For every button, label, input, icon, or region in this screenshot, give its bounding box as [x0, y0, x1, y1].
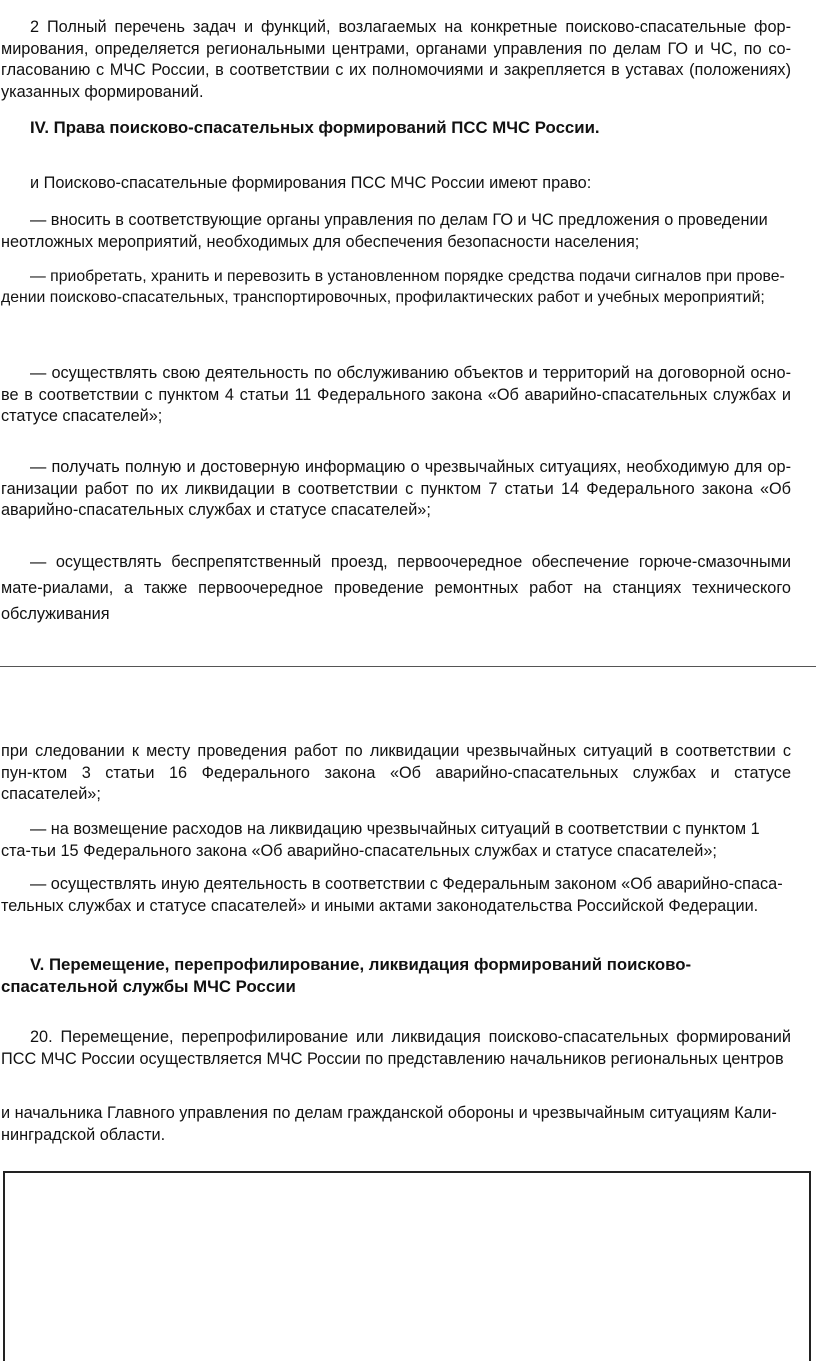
- empty-frame: [3, 1171, 811, 1361]
- page-break-divider: [0, 666, 816, 667]
- paragraph-20-continuation: и начальника Главного управления по делам гражданской обороны и чрезвычайным ситуациям Кали-нинградской области.: [1, 1104, 777, 1144]
- right-item-3: — осуществлять свою деятельность по обслуживанию объектов и территорий на договорной осно-ве в соответствии с пунктом 4 статьи 11 Федерального закона «Об аварийно-спасательных службах и статусе спасателей»;: [1, 364, 791, 425]
- right-item-6: — на возмещение расходов на ликвидацию чрезвычайных ситуаций в соответствии с пунктом 1 ста-тьи 15 Федерального закона «Об аварийно-спасательных службах и статусе спасателей»;: [1, 820, 760, 860]
- right-item-1: — вносить в соответствующие органы управления по делам ГО и ЧС предложения о проведении неотложных мероприятий, необходимых для обеспечения безопасности населения;: [1, 211, 768, 251]
- right-item-5: — осуществлять беспрепятственный проезд, первоочередное обеспечение горюче-смазочными мате-риалами, а также первоочередное проведение ремонтных работ на станциях технического обслуживания: [1, 553, 791, 623]
- right-item-7: — осуществлять иную деятельность в соответствии с Федеральным законом «Об аварийно-спаса-тельных службах и статусе спасателей» и иными актами законодательства Российской Федерации.: [1, 875, 783, 915]
- right-item-2: — приобретать, хранить и перевозить в установленном порядке средства подачи сигналов при прове-дении поисково-спасательных, транспортировочных, профилактических работ и учебных мероприятий;: [1, 268, 785, 306]
- right-item-4: — получать полную и достоверную информацию о чрезвычайных ситуациях, необходимую для ор-ганизации работ по их ликвидации в соответствии с пунктом 7 статьи 14 Федерального закона «Об аварийно-спасательных службах и статусе спасателей»;: [1, 458, 791, 519]
- paragraph-20: 20. Перемещение, перепрофилирование или ликвидация поисково-спасательных формирований ПСС МЧС России осуществляется МЧС России по представлению начальников региональных центров: [1, 1028, 791, 1068]
- section-5-heading: V. Перемещение, перепрофилирование, ликвидация формирований поисково-спасательной службы МЧС России: [1, 955, 692, 996]
- section-4-heading: IV. Права поисково-спасательных формирований ПСС МЧС России.: [30, 118, 600, 137]
- section-4-intro: и Поисково-спасательные формирования ПСС МЧС России имеют право:: [30, 174, 592, 192]
- right-item-5-continuation: при следовании к месту проведения работ по ликвидации чрезвычайных ситуаций в соответствии с пун-ктом 3 статьи 16 Федерального закона «Об аварийно-спасательных службах и статусе спасателей»;: [1, 742, 791, 803]
- paragraph-2: 2 Полный перечень задач и функций, возлагаемых на конкретные поисково-спасательные фор-мирования, определяется региональными центрами, органами управления по делам ГО и ЧС, по со-гласованию с МЧС России, в соответствии с их полномочиями и закрепляется в уставах (положениях) указанных формирований.: [1, 18, 791, 101]
